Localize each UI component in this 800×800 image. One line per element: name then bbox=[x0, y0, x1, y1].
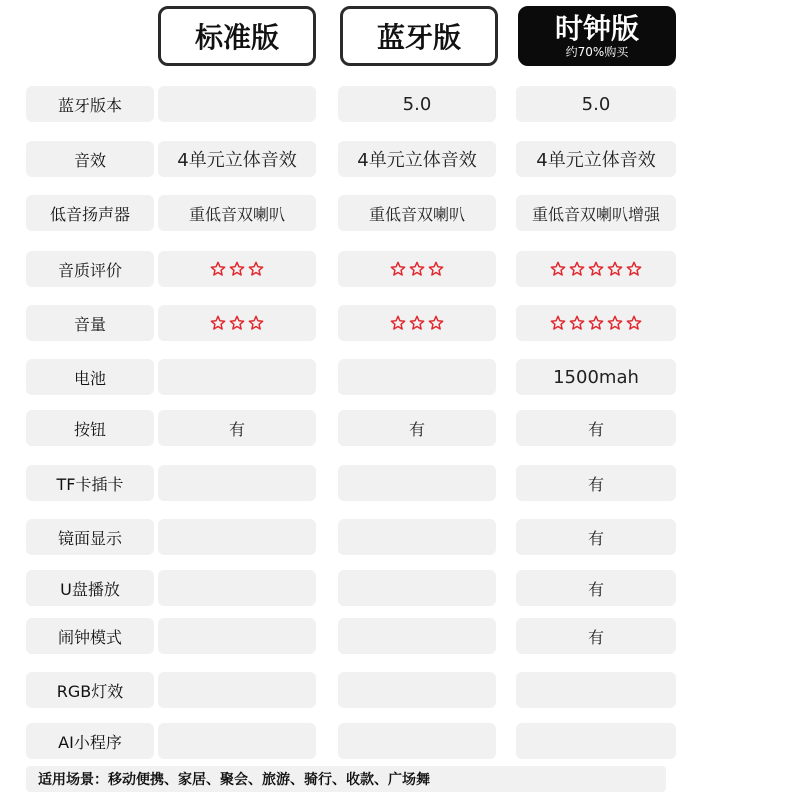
usage-scenarios: 适用场景：移动便携、家居、聚会、旅游、骑行、收款、广场舞 bbox=[26, 766, 666, 792]
rating-stars bbox=[390, 261, 444, 277]
star-icon bbox=[248, 315, 264, 331]
star-icon bbox=[210, 261, 226, 277]
cell-bluetooth bbox=[338, 251, 496, 287]
star-icon bbox=[210, 315, 226, 331]
star-icon bbox=[248, 261, 264, 277]
row-label: U盘播放 bbox=[26, 570, 154, 606]
row-mirror-display bbox=[0, 519, 800, 555]
rating-stars bbox=[210, 261, 264, 277]
cell-standard bbox=[158, 519, 316, 555]
cell-clock: 有 bbox=[516, 570, 676, 606]
row-rgb-light bbox=[0, 672, 800, 708]
row-label: 低音扬声器 bbox=[26, 195, 154, 231]
star-icon bbox=[588, 315, 604, 331]
star-icon bbox=[626, 315, 642, 331]
cell-standard bbox=[158, 359, 316, 395]
cell-clock: 重低音双喇叭增强 bbox=[516, 195, 676, 231]
header-bluetooth-label: 蓝牙版 bbox=[376, 21, 461, 54]
cell-standard bbox=[158, 86, 316, 122]
row-tf-card bbox=[0, 465, 800, 501]
cell-clock: 有 bbox=[516, 410, 676, 446]
row-sound-effect bbox=[0, 141, 800, 177]
cell-clock bbox=[516, 305, 676, 341]
cell-clock: 有 bbox=[516, 618, 676, 654]
header-standard-label: 标准版 bbox=[194, 21, 279, 54]
row-label: 音质评价 bbox=[26, 251, 154, 287]
cell-bluetooth bbox=[338, 570, 496, 606]
star-icon bbox=[607, 315, 623, 331]
cell-clock: 4单元立体音效 bbox=[516, 141, 676, 177]
header-clock bbox=[518, 6, 676, 66]
row-label: AI小程序 bbox=[26, 723, 154, 759]
cell-clock bbox=[516, 251, 676, 287]
cell-standard bbox=[158, 618, 316, 654]
row-sound-quality bbox=[0, 251, 800, 287]
rating-stars bbox=[390, 315, 444, 331]
row-usb-playback bbox=[0, 570, 800, 606]
star-icon bbox=[409, 261, 425, 277]
star-icon bbox=[390, 315, 406, 331]
row-battery bbox=[0, 359, 800, 395]
star-icon bbox=[229, 315, 245, 331]
star-icon bbox=[607, 261, 623, 277]
row-label: 蓝牙版本 bbox=[26, 86, 154, 122]
row-bluetooth-version bbox=[0, 86, 800, 122]
row-label: 电池 bbox=[26, 359, 154, 395]
header-clock-subtitle: 约70%购买 bbox=[565, 45, 629, 59]
cell-standard: 4单元立体音效 bbox=[158, 141, 316, 177]
star-icon bbox=[569, 315, 585, 331]
row-label: RGB灯效 bbox=[26, 672, 154, 708]
cell-clock bbox=[516, 672, 676, 708]
cell-bluetooth: 有 bbox=[338, 410, 496, 446]
cell-bluetooth bbox=[338, 618, 496, 654]
cell-standard bbox=[158, 465, 316, 501]
row-alarm-mode bbox=[0, 618, 800, 654]
header-bluetooth bbox=[340, 6, 498, 66]
cell-standard bbox=[158, 251, 316, 287]
cell-standard bbox=[158, 723, 316, 759]
cell-bluetooth bbox=[338, 519, 496, 555]
cell-standard bbox=[158, 570, 316, 606]
star-icon bbox=[626, 261, 642, 277]
cell-standard bbox=[158, 305, 316, 341]
cell-bluetooth bbox=[338, 672, 496, 708]
cell-bluetooth bbox=[338, 723, 496, 759]
star-icon bbox=[428, 261, 444, 277]
star-icon bbox=[409, 315, 425, 331]
cell-bluetooth: 重低音双喇叭 bbox=[338, 195, 496, 231]
star-icon bbox=[550, 261, 566, 277]
cell-standard bbox=[158, 672, 316, 708]
star-icon bbox=[588, 261, 604, 277]
row-volume bbox=[0, 305, 800, 341]
cell-clock bbox=[516, 723, 676, 759]
star-icon bbox=[390, 261, 406, 277]
row-label: 镜面显示 bbox=[26, 519, 154, 555]
cell-bluetooth bbox=[338, 359, 496, 395]
header-clock-label: 时钟版 bbox=[554, 12, 639, 45]
header-standard bbox=[158, 6, 316, 66]
cell-bluetooth bbox=[338, 305, 496, 341]
cell-standard: 重低音双喇叭 bbox=[158, 195, 316, 231]
cell-clock: 有 bbox=[516, 465, 676, 501]
cell-bluetooth: 5.0 bbox=[338, 86, 496, 122]
cell-bluetooth bbox=[338, 465, 496, 501]
rating-stars bbox=[210, 315, 264, 331]
star-icon bbox=[229, 261, 245, 277]
star-icon bbox=[569, 261, 585, 277]
row-label: 音量 bbox=[26, 305, 154, 341]
cell-clock: 有 bbox=[516, 519, 676, 555]
row-label: 闹钟模式 bbox=[26, 618, 154, 654]
row-ai-mini-program bbox=[0, 723, 800, 759]
star-icon bbox=[550, 315, 566, 331]
star-icon bbox=[428, 315, 444, 331]
cell-bluetooth: 4单元立体音效 bbox=[338, 141, 496, 177]
rating-stars bbox=[550, 261, 642, 277]
rating-stars bbox=[550, 315, 642, 331]
row-label: 音效 bbox=[26, 141, 154, 177]
cell-standard: 有 bbox=[158, 410, 316, 446]
row-label: 按钮 bbox=[26, 410, 154, 446]
row-button bbox=[0, 410, 800, 446]
cell-clock: 5.0 bbox=[516, 86, 676, 122]
cell-clock: 1500mah bbox=[516, 359, 676, 395]
row-label: TF卡插卡 bbox=[26, 465, 154, 501]
row-subwoofer bbox=[0, 195, 800, 231]
